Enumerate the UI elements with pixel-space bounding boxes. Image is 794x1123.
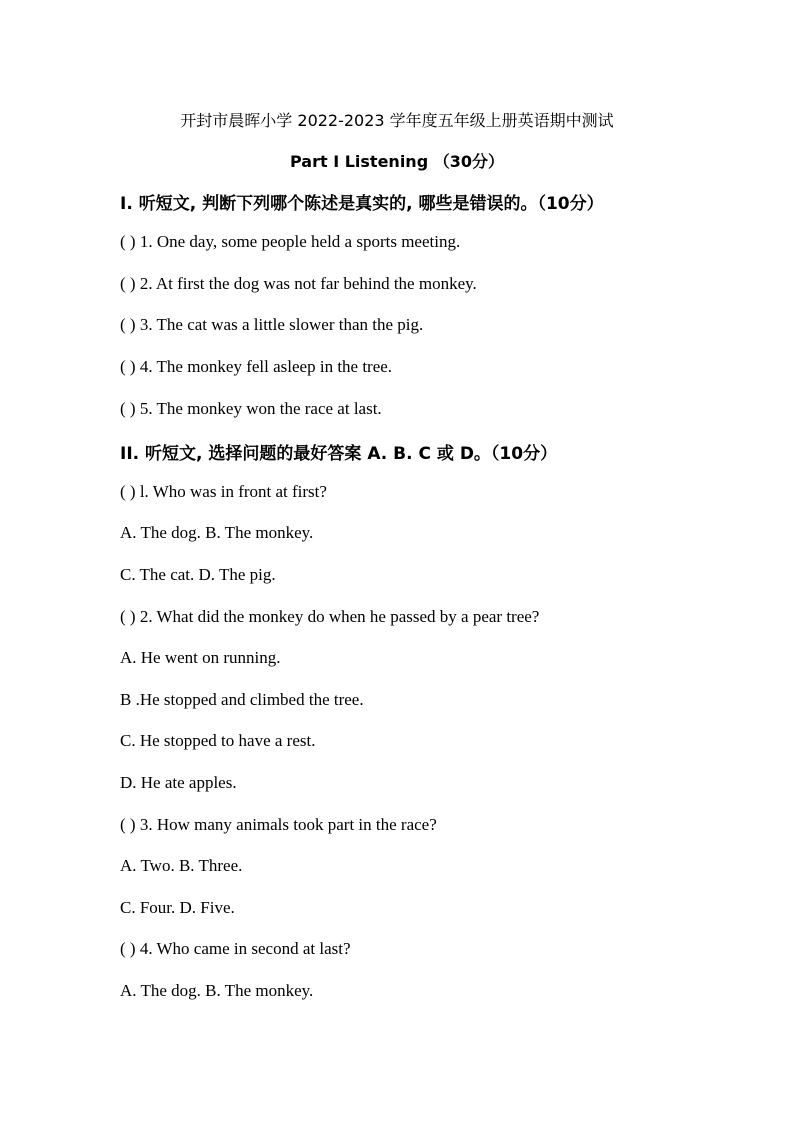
section1-heading: I. 听短文, 判断下列哪个陈述是真实的, 哪些是错误的。（10分） bbox=[120, 194, 604, 214]
section1-item-2: ( ) 2. At first the dog was not far behind the monkey. bbox=[120, 274, 477, 293]
section2-line-8: D. He ate apples. bbox=[120, 773, 237, 792]
section2-line-11: C. Four. D. Five. bbox=[120, 898, 235, 917]
part-heading: Part I Listening （30分） bbox=[290, 152, 504, 171]
exam-title: 开封市晨晖小学 2022-2023 学年度五年级上册英语期中测试 bbox=[180, 111, 614, 130]
section1-item-3: ( ) 3. The cat was a little slower than the pig. bbox=[120, 315, 424, 334]
section2-line-9: ( ) 3. How many animals took part in the race? bbox=[120, 815, 437, 834]
section2-line-3: C. The cat. D. The pig. bbox=[120, 565, 276, 584]
section2-line-4: ( ) 2. What did the monkey do when he passed by a pear tree? bbox=[120, 607, 540, 626]
section2-line-6: B .He stopped and climbed the tree. bbox=[120, 690, 364, 709]
section2-line-5: A. He went on running. bbox=[120, 648, 281, 667]
section2-line-12: ( ) 4. Who came in second at last? bbox=[120, 939, 351, 958]
section1-item-1: ( ) 1. One day, some people held a sports meeting. bbox=[120, 232, 461, 251]
section2-line-13: A. The dog. B. The monkey. bbox=[120, 981, 314, 1000]
section1-item-4: ( ) 4. The monkey fell asleep in the tree. bbox=[120, 357, 393, 376]
section2-line-2: A. The dog. B. The monkey. bbox=[120, 523, 314, 542]
section2-line-1: ( ) l. Who was in front at first? bbox=[120, 482, 327, 501]
section2-line-10: A. Two. B. Three. bbox=[120, 856, 243, 875]
section2-heading: II. 听短文, 选择问题的最好答案 A. B. C 或 D。（10分） bbox=[120, 444, 558, 464]
section2-line-7: C. He stopped to have a rest. bbox=[120, 731, 316, 750]
section1-item-5: ( ) 5. The monkey won the race at last. bbox=[120, 399, 382, 418]
